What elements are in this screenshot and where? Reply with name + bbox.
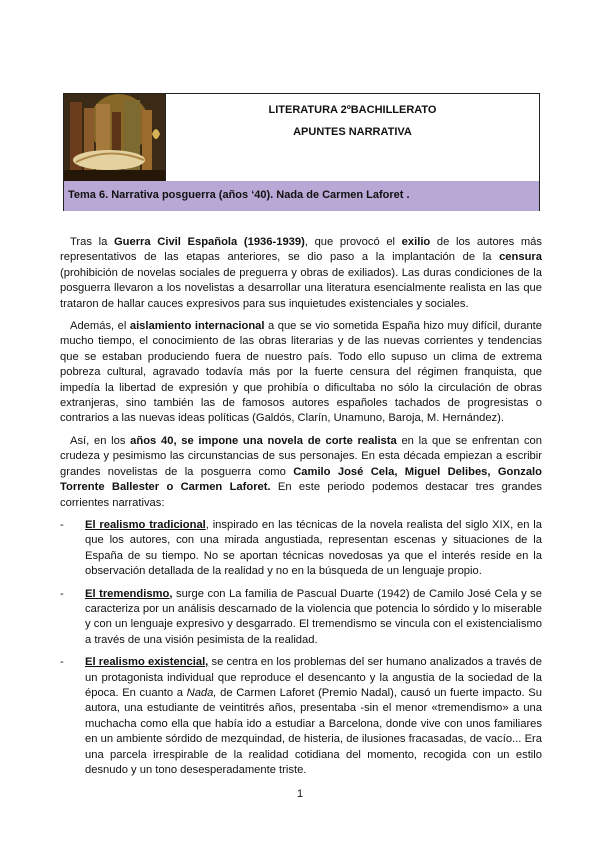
topic-bar [64, 181, 539, 211]
bold-text: Camilo José Cela, Miguel Delibes, Gonzalo Torrente Ballester o Carmen Laforet. [60, 465, 542, 494]
paragraph [60, 434, 542, 511]
list-bullet: - [60, 518, 64, 531]
document-subtitle: APUNTES NARRATIVA [293, 126, 412, 138]
header-top-row [64, 94, 539, 182]
currents-list [60, 518, 542, 779]
text-run: se centra en los problemas del ser humano analizados a través de un protagonista individual que reproduce el desencanto y la angustia de la sociedad de la época. En cuanto a [85, 656, 542, 699]
course-title: LITERATURA 2ºBACHILLERATO [268, 104, 437, 116]
text-run: (prohibición de novelas sociales de preguerra y obras de exiliados). Las duras condiciones de la posguerra llevaron a los novelistas a desarrollar una literatura esencialmente realista en las que trataron de hallar cauces expresivos para sus inquietudes existenciales y sociales. [60, 266, 542, 310]
text-run: , que provocó el [304, 236, 402, 248]
bold-text: exilio [401, 236, 431, 248]
header-table [63, 93, 540, 211]
list-item [60, 655, 542, 778]
paragraphs [60, 235, 542, 511]
list-bullet: - [60, 656, 64, 669]
topic-title: Tema 6. Narrativa posguerra (años ‘40). Nada de Carmen Laforet . [68, 189, 410, 201]
bold-text: aislamiento internacional [129, 320, 265, 333]
paragraph [60, 319, 542, 427]
document-body [60, 235, 542, 785]
text-run: surge con La familia de Pascual Duarte (1942) de Camilo José Cela y se caracteriza por un análisis descarnado de la violencia que potencia lo sórdido y lo miserable y con un lenguaje expresivo y desgarrado. El tremendismo se vincula con el existencialismo a través de una visión pesimista de la realidad. [85, 587, 542, 646]
list-term: El realismo tradicional [85, 518, 206, 531]
bold-text: censura [499, 251, 542, 264]
text-run: En este periodo podemos destacar tres grandes corrientes narrativas: [60, 481, 542, 509]
text-run: , inspirado en las técnicas de la novela realista del siglo XIX, en la que los autores, con una mirada angustiada, representan escenas y situaciones de la España de su tiempo. No se aportan técnicas novedosas ya que el interés reside en la observación detallada de la realidad y no en la búsqueda de un lenguaje propio. [85, 518, 542, 578]
text-run: de Carmen Laforet (Premio Nadal), causó un fuerte impacto. Su autora, una estudiante de veintitrés años, presentaba -sin el menor «tremendismo» a una muchacha como ella que había ido a estudiar a Barcelona, donde vive con unos familiares en un ambiente sórdido de mezquindad, de histeria, de ilusiones fracasadas, de vacío... Era una parcela irrespirable de la realidad cotidiana del momento, recogida con un estilo desnudo y un tono desesperadamente triste. [85, 686, 542, 776]
italic-text: Nada, [186, 686, 217, 699]
list-item [60, 587, 542, 649]
text-run: Tras la [70, 236, 114, 248]
text-run: a que se vio sometida España hizo muy difícil, durante mucho tiempo, el conocimiento de las obras literarias y de las nuevas corrientes y tendencias que se estaban produciendo fuera de nuestro país. Todo ello supuso un clima de extrema pobreza cultural, agravado todavía más por la fuerte censura del régimen franquista, que impedía la libertad de expresión y que prohibía o dificultaba no sólo la circulación de obras extranjeras, sino también las de famosos autores españoles tachados de progresistas o contrarios a las nuevas ideas políticas (Galdós, Clarín, Unamuno, Baroja, M. Hernández). [60, 320, 543, 425]
bold-text: Guerra Civil Española (1936-1939) [113, 236, 305, 248]
paragraph [60, 235, 542, 312]
bold-text: años 40, se impone una novela de corte realista [130, 434, 397, 447]
text-run: en la que se enfrentan con crudeza y pesimismo las circunstancias de sus personajes. En esta década empiezan a escribir grandes novelistas de la posguerra como [60, 434, 542, 478]
header-illustration [64, 94, 166, 181]
list-bullet: - [60, 587, 64, 600]
books-illustration-icon [64, 94, 166, 181]
page-number: 1 [296, 788, 304, 800]
header-titles [166, 94, 539, 181]
list-term: El realismo existencial, [85, 656, 209, 669]
text-run: Así, en los [70, 434, 131, 447]
list-term: El tremendismo, [85, 587, 173, 600]
text-run: Además, el [70, 320, 130, 333]
list-item [60, 518, 542, 580]
text-run: de los autores más representativos de las etapas anteriores, se dio paso a la implantación de la [60, 236, 542, 264]
